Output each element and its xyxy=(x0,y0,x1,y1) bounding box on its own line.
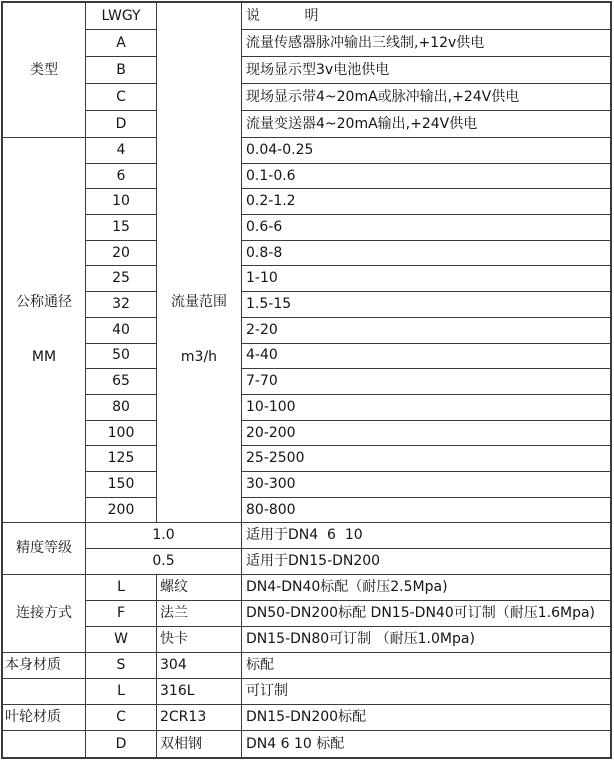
flow-range-cell: 0.6-6 xyxy=(242,215,610,241)
table-row xyxy=(3,679,610,705)
flow-range-cell: 0.1-0.6 xyxy=(242,164,610,190)
table-row xyxy=(3,369,610,395)
material-desc-cell: 可订制 xyxy=(242,679,610,705)
table-row xyxy=(3,344,610,370)
table-row xyxy=(3,111,610,138)
flow-range-cell: 80-800 xyxy=(242,498,610,524)
flow-range-cell: 20-200 xyxy=(242,421,610,447)
material-desc-cell: DN15-DN200标配 xyxy=(242,705,610,731)
table-row xyxy=(3,653,610,679)
empty-cell xyxy=(3,679,86,705)
table-row xyxy=(3,523,610,549)
connection-desc-cell: DN50-DN200标配 DN15-DN40可订制（耐压1.6Mpa) xyxy=(242,601,610,627)
type-section-label: 类型 xyxy=(3,3,86,138)
empty-cell xyxy=(3,731,86,757)
dn-cell: 125 xyxy=(86,446,157,472)
accuracy-desc-cell: 适用于DN4 6 10 xyxy=(242,523,610,549)
table-row xyxy=(3,30,610,57)
body-material-section-label: 本身材质 xyxy=(3,653,86,679)
flow-range-cell: 10-100 xyxy=(242,395,610,421)
accuracy-desc-cell: 适用于DN15-DN200 xyxy=(242,549,610,575)
connection-code-cell: F xyxy=(86,601,157,627)
dn-cell: 25 xyxy=(86,266,157,292)
model-header-cell: LWGY xyxy=(86,3,157,30)
dn-cell: 6 xyxy=(86,164,157,190)
table-row xyxy=(3,57,610,84)
table-row xyxy=(3,138,610,164)
material-name-cell: 2CR13 xyxy=(157,705,242,731)
table-row xyxy=(3,84,610,111)
dn-cell: 65 xyxy=(86,369,157,395)
table-row xyxy=(3,627,610,653)
material-name-cell: 304 xyxy=(157,653,242,679)
material-name-cell: 双相钢 xyxy=(157,731,242,757)
material-desc-cell: 标配 xyxy=(242,653,610,679)
table-row xyxy=(3,266,610,292)
table-row xyxy=(3,318,610,344)
dn-cell: 10 xyxy=(86,189,157,215)
table-row xyxy=(3,3,610,30)
connection-name-cell: 螺纹 xyxy=(157,575,242,601)
connection-code-cell: W xyxy=(86,627,157,653)
material-name-cell: 316L xyxy=(157,679,242,705)
dn-cell: 4 xyxy=(86,138,157,164)
table-row xyxy=(3,215,610,241)
connection-name-cell: 快卡 xyxy=(157,627,242,653)
connection-section-label: 连接方式 xyxy=(3,575,86,653)
dn-cell: 15 xyxy=(86,215,157,241)
table-row xyxy=(3,189,610,215)
table-row xyxy=(3,164,610,190)
diameter-section-label xyxy=(3,138,86,523)
flow-range-cell: 0.2-1.2 xyxy=(242,189,610,215)
flow-label-line2: m3/h xyxy=(180,348,218,365)
dn-cell: 150 xyxy=(86,472,157,498)
type-desc-cell: 流量传感器脉冲输出三线制,+12v供电 xyxy=(242,30,610,57)
dn-cell: 200 xyxy=(86,498,157,524)
flow-range-cell: 0.04-0.25 xyxy=(242,138,610,164)
table-row xyxy=(3,549,610,575)
empty-cell xyxy=(157,3,242,138)
type-code-cell: B xyxy=(86,57,157,84)
connection-name-cell: 法兰 xyxy=(157,601,242,627)
connection-desc-cell: DN4-DN40标配（耐压2.5Mpa) xyxy=(242,575,610,601)
dn-cell: 80 xyxy=(86,395,157,421)
accuracy-section-label: 精度等级 xyxy=(3,523,86,575)
accuracy-grade-cell: 0.5 xyxy=(86,549,242,575)
table-row xyxy=(3,292,610,318)
table-row xyxy=(3,575,610,601)
table-row xyxy=(3,421,610,447)
flow-range-cell: 30-300 xyxy=(242,472,610,498)
flow-range-cell: 7-70 xyxy=(242,369,610,395)
table-row xyxy=(3,601,610,627)
flow-range-cell: 4-40 xyxy=(242,344,610,370)
dn-cell: 40 xyxy=(86,318,157,344)
type-desc-cell: 现场显示带4~20mA或脉冲输出,+24V供电 xyxy=(242,84,610,111)
dn-cell: 100 xyxy=(86,421,157,447)
impeller-material-section-label: 叶轮材质 xyxy=(3,705,86,731)
table-row xyxy=(3,241,610,267)
material-code-cell: S xyxy=(86,653,157,679)
type-desc-cell: 现场显示型3v电池供电 xyxy=(242,57,610,84)
table-row xyxy=(3,498,610,524)
type-code-cell: A xyxy=(86,30,157,57)
connection-code-cell: L xyxy=(86,575,157,601)
diameter-label-line2: MM xyxy=(31,348,57,365)
flow-label-line1: 流量范围 xyxy=(171,294,227,311)
connection-desc-cell: DN15-DN80可订制 （耐压1.0Mpa) xyxy=(242,627,610,653)
table-row xyxy=(3,395,610,421)
spec-table xyxy=(1,1,612,759)
diameter-label-line1: 公称通径 xyxy=(16,294,72,311)
dn-cell: 20 xyxy=(86,241,157,267)
type-desc-cell: 流量变送器4~20mA输出,+24V供电 xyxy=(242,111,610,138)
flow-range-cell: 0.8-8 xyxy=(242,241,610,267)
description-header-cell: 说 明 xyxy=(242,3,610,30)
dn-cell: 50 xyxy=(86,344,157,370)
type-code-cell: C xyxy=(86,84,157,111)
material-code-cell: C xyxy=(86,705,157,731)
flow-range-cell: 2-20 xyxy=(242,318,610,344)
flow-range-cell: 1.5-15 xyxy=(242,292,610,318)
accuracy-grade-cell: 1.0 xyxy=(86,523,242,549)
table-row xyxy=(3,705,610,731)
material-code-cell: L xyxy=(86,679,157,705)
flow-range-cell: 25-2500 xyxy=(242,446,610,472)
table-row xyxy=(3,731,610,757)
table-row xyxy=(3,446,610,472)
flow-range-cell: 1-10 xyxy=(242,266,610,292)
flow-range-label-cell xyxy=(157,138,242,523)
type-code-cell: D xyxy=(86,111,157,138)
material-desc-cell: DN4 6 10 标配 xyxy=(246,735,345,752)
material-code-cell: D xyxy=(86,731,157,757)
dn-cell: 32 xyxy=(86,292,157,318)
table-row xyxy=(3,472,610,498)
